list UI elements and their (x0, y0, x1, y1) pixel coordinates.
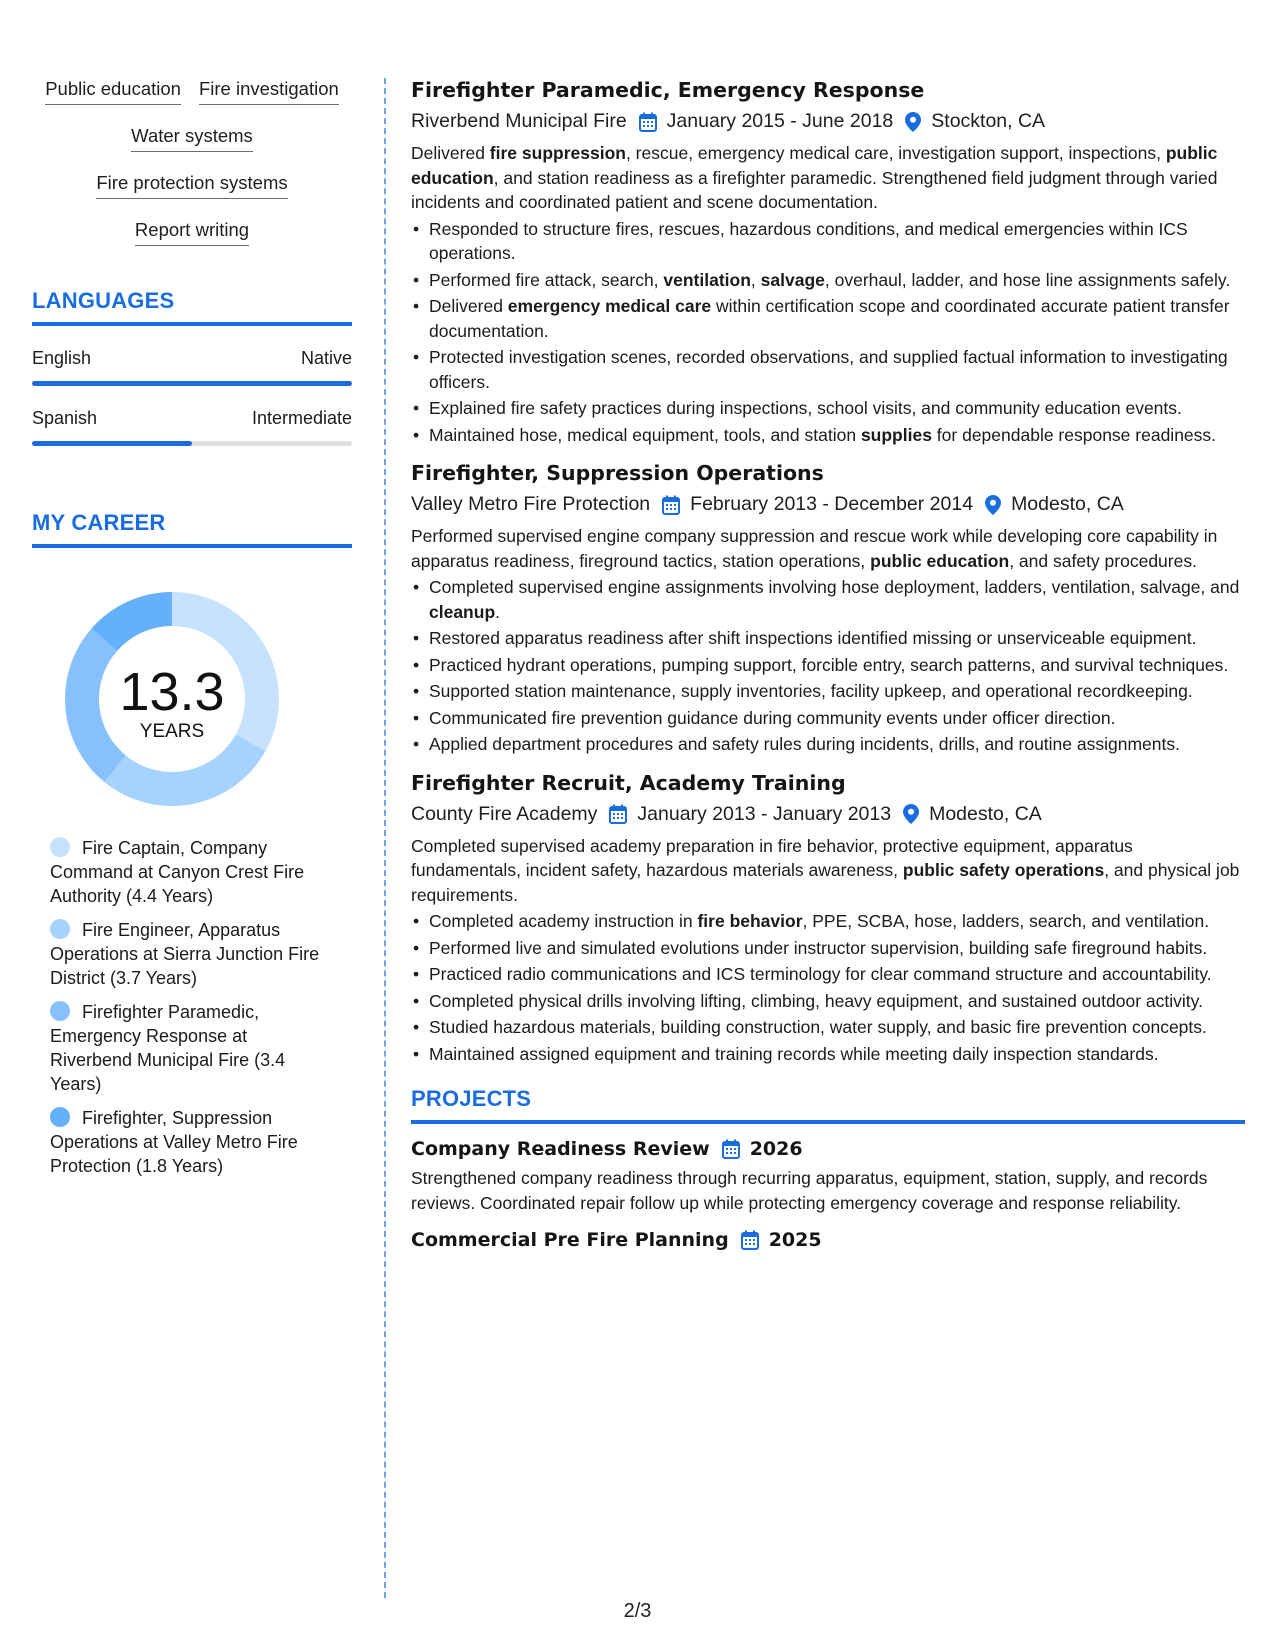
career-legend-item (50, 1000, 320, 1096)
job-bullet: • Delivered emergency medical care within certification scope and coordinated accurate patient transfer documentation. (411, 294, 1245, 343)
job-title: Firefighter Recruit, Academy Training (411, 770, 846, 795)
job-meta (411, 493, 1245, 516)
calendar-icon (639, 112, 657, 132)
job-dates: February 2013 - December 2014 (690, 493, 974, 515)
experience-entry (411, 771, 1245, 1067)
career-legend-label: Fire Engineer, Apparatus Operations at Sierra Junction Fire District (3.7 Years) (50, 920, 320, 988)
language-proficiency-bar (32, 381, 352, 386)
projects-heading: PROJECTS (411, 1086, 1245, 1124)
experience-entry (411, 461, 1245, 757)
career-legend-item (50, 836, 320, 908)
career-legend-item (50, 918, 320, 990)
language-level: Native (300, 348, 352, 368)
job-bullet: • Maintained assigned equipment and training records while meeting daily inspection standards. (411, 1042, 1245, 1067)
skills-row (32, 125, 352, 152)
language-row (32, 408, 352, 429)
location-pin-icon (903, 804, 919, 824)
job-bullet: • Performed live and simulated evolutions under instructor supervision, building safe fireground habits. (411, 936, 1245, 961)
project-header (411, 1138, 1245, 1160)
career-donut-chart (65, 592, 279, 806)
location-pin-icon (985, 495, 1001, 515)
donut-slice (65, 628, 126, 781)
calendar-icon (722, 1139, 740, 1159)
career-legend-label: Fire Captain, Company Command at Canyon Crest Fire Authority (4.4 Years) (50, 838, 305, 906)
job-location: Stockton, CA (931, 110, 1046, 132)
legend-dot-icon (50, 919, 70, 939)
donut-slice (104, 735, 265, 807)
job-bullet: • Maintained hose, medical equipment, tools, and station supplies for dependable response readiness. (411, 423, 1245, 448)
skills-row (32, 219, 352, 246)
job-bullet: • Practiced hydrant operations, pumping support, forcible entry, search patterns, and survival techniques. (411, 653, 1245, 678)
job-bullet: • Applied department procedures and safety rules during incidents, drills, and routine assignments. (411, 732, 1245, 757)
job-location: Modesto, CA (1011, 493, 1124, 515)
calendar-icon (609, 804, 627, 824)
project-year: 2026 (749, 1138, 803, 1160)
career-legend-item (50, 1106, 320, 1178)
skill-chip: Fire protection systems (96, 172, 287, 199)
career-legend-label: Firefighter Paramedic, Emergency Response at Riverbend Municipal Fire (3.4 Years) (50, 1002, 286, 1094)
project-name: Commercial Pre Fire Planning (411, 1229, 729, 1251)
job-bullet: • Restored apparatus readiness after shift inspections identified missing or unserviceable equipment. (411, 626, 1245, 651)
job-bullet: • Communicated fire prevention guidance during community events under officer direction. (411, 706, 1245, 731)
languages-heading: LANGUAGES (32, 288, 352, 326)
job-bullet: • Performed fire attack, search, ventilation, salvage, overhaul, ladder, and hose line assignments safely. (411, 268, 1245, 293)
skill-chip: Report writing (135, 219, 249, 246)
career-total-unit: YEARS (139, 721, 205, 742)
language-name: Spanish (32, 408, 98, 428)
column-divider (384, 78, 386, 1598)
project-entry (411, 1229, 1245, 1251)
job-summary: Delivered fire suppression, rescue, emergency medical care, investigation support, inspections, public education, and station readiness as a firefighter paramedic. Strengthened field judgment through varied incidents and coordinated patient and scene documentation. (411, 143, 1218, 212)
skill-chip: Public education (45, 78, 181, 105)
language-proficiency-fill (32, 441, 192, 446)
calendar-icon (741, 1230, 759, 1250)
job-bullets (411, 909, 1245, 1066)
job-bullets (411, 575, 1245, 757)
job-bullet: • Completed academy instruction in fire behavior, PPE, SCBA, hose, ladders, search, and ventilation. (411, 909, 1245, 934)
experience-entry (411, 78, 1245, 447)
career-legend-label: Firefighter, Suppression Operations at Valley Metro Fire Protection (1.8 Years) (50, 1108, 298, 1176)
job-bullet: • Responded to structure fires, rescues, hazardous conditions, and medical emergencies within ICS operations. (411, 217, 1245, 266)
job-organization: County Fire Academy (411, 802, 598, 825)
skills-section (32, 78, 352, 246)
job-dates: January 2015 - June 2018 (666, 110, 894, 132)
job-bullet: • Completed physical drills involving lifting, climbing, heavy equipment, and sustained outdoor activity. (411, 989, 1245, 1014)
calendar-icon (662, 495, 680, 515)
language-proficiency-fill (32, 381, 352, 386)
job-bullets (411, 217, 1245, 448)
right-column (411, 78, 1245, 1251)
job-summary: Performed supervised engine company suppression and rescue work while developing core capability in apparatus readiness, fireground tactics, station operations, public education, and safety procedures. (411, 526, 1218, 571)
job-summary: Completed supervised academy preparation in fire behavior, protective equipment, apparatus fundamentals, incident safety, hazardous materials awareness, public safety operations, and physical job requirements. (411, 835, 1240, 905)
experience-section (411, 78, 1245, 1066)
job-title: Firefighter Paramedic, Emergency Response (411, 78, 925, 102)
skill-chip: Fire investigation (199, 78, 339, 105)
language-level: Intermediate (251, 408, 352, 428)
job-meta (411, 803, 1245, 826)
skills-row (32, 78, 352, 105)
language-row (32, 348, 352, 369)
career-legend (32, 836, 352, 1178)
legend-dot-icon (50, 837, 70, 857)
skill-chip: Water systems (131, 125, 253, 152)
left-column (32, 78, 352, 1188)
job-bullet: • Supported station maintenance, supply inventories, facility upkeep, and operational recordkeeping. (411, 679, 1245, 704)
career-total-value: 13.3 (119, 662, 225, 722)
job-location: Modesto, CA (929, 802, 1042, 825)
projects-list (411, 1138, 1245, 1251)
job-bullet: • Explained fire safety practices during inspections, school visits, and community education events. (411, 396, 1245, 421)
project-description: Strengthened company readiness through recurring apparatus, equipment, station, supply, and records reviews. Coordinated repair follow up while protecting emergency coverage and response reliability. (411, 1168, 1208, 1213)
project-entry (411, 1138, 1245, 1215)
legend-dot-icon (50, 1001, 70, 1021)
location-pin-icon (905, 112, 921, 132)
project-header (411, 1229, 1245, 1251)
job-organization: Valley Metro Fire Protection (411, 493, 651, 515)
languages-list (32, 348, 352, 446)
language-name: English (32, 348, 92, 368)
job-dates: January 2013 - January 2013 (637, 802, 892, 825)
language-item (32, 408, 352, 446)
project-name: Company Readiness Review (411, 1138, 710, 1160)
language-proficiency-bar (32, 441, 352, 446)
legend-dot-icon (50, 1107, 70, 1127)
job-meta (411, 110, 1245, 133)
career-heading: MY CAREER (32, 510, 352, 548)
job-organization: Riverbend Municipal Fire (411, 110, 627, 132)
page-number: 2/3 (623, 1600, 652, 1622)
language-item (32, 348, 352, 386)
job-title: Firefighter, Suppression Operations (411, 461, 824, 485)
project-year: 2025 (768, 1229, 822, 1251)
job-bullet: • Completed supervised engine assignments involving hose deployment, ladders, ventilation, salvage, and cleanup. (411, 575, 1245, 624)
job-bullet: • Studied hazardous materials, building construction, water supply, and basic fire prevention concepts. (411, 1015, 1245, 1040)
job-bullet: • Practiced radio communications and ICS terminology for clear command structure and accountability. (411, 962, 1245, 987)
skills-row (32, 172, 352, 199)
job-bullet: • Protected investigation scenes, recorded observations, and supplied factual information to investigating officers. (411, 345, 1245, 394)
